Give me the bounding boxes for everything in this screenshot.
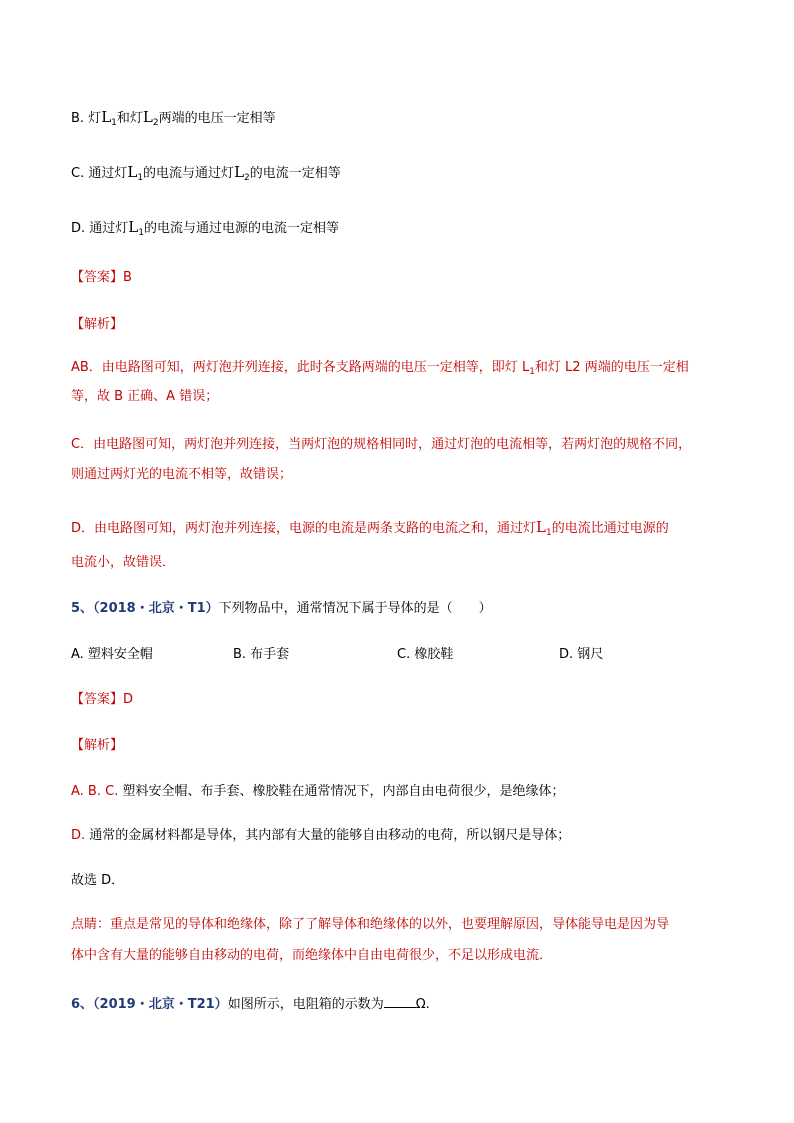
q4-analysis-ab-line2: 等，故 B 正确、A 错误；	[71, 389, 219, 404]
answer-blank	[384, 995, 416, 1008]
q4-answer: 【答案】B	[71, 270, 132, 285]
q5-option-c: C. 橡胶鞋	[397, 647, 454, 662]
q5-analysis-d: D. 通常的金属材料都是导体，其内部有大量的能够自由移动的电荷，所以钢尺是导体；	[71, 828, 571, 843]
q4-analysis-ab-line1: AB．由电路图可知，两灯泡并列连接，此时各支路两端的电压一定相等，即灯 $L_1$和灯 L2 两端的电压一定相	[71, 360, 689, 377]
q5-analysis-label: 【解析】	[71, 738, 124, 753]
q5-option-d: D. 钢尺	[559, 647, 604, 662]
q5-analysis-abc: A. B. C. 塑料安全帽、布手套、橡胶鞋在通常情况下，内部自由电荷很少，是绝缘体；	[71, 784, 565, 799]
q4-analysis-d-line2: 电流小，故错误．	[71, 555, 176, 570]
q5-option-b: B. 布手套	[233, 647, 290, 662]
q5-stem: 5、（2018・北京・T1）下列物品中，通常情况下属于导体的是（ ）	[71, 601, 492, 616]
q4-option-c: C. 通过灯$L_1$的电流与通过灯$L_2$的电流一定相等	[71, 163, 341, 183]
q4-analysis-c-line1: C．由电路图可知，两灯泡并列连接，当两灯泡的规格相同时，通过灯泡的电流相等，若两灯泡的规格不同，	[71, 437, 692, 452]
q5-conclusion: 故选 D．	[71, 873, 125, 888]
q5-answer: 【答案】D	[71, 692, 134, 707]
q5-tip-line2: 体中含有大量的能够自由移动的电荷，而绝缘体中自由电荷很少，不足以形成电流．	[71, 948, 553, 963]
q4-option-b: B. 灯$L_1$和灯$L_2$两端的电压一定相等	[71, 108, 276, 128]
q6-stem: 6、（2019・北京・T21）如图所示，电阻箱的示数为 Ω.	[71, 997, 430, 1012]
q4-analysis-c-line2: 则通过两灯光的电流不相等，故错误；	[71, 467, 293, 482]
q5-option-a: A. 塑料安全帽	[71, 647, 153, 662]
q4-analysis-d-line1: D．由电路图可知，两灯泡并列连接，电源的电流是两条支路的电流之和，通过灯$L_1$的电流比通过电源的	[71, 518, 669, 538]
q5-tip-line1: 点睛：重点是常见的导体和绝缘体，除了了解导体和绝缘体的以外，也要理解原因，导体能导电是因为导	[71, 917, 670, 932]
q4-option-d: D. 通过灯$L_1$的电流与通过电源的电流一定相等	[71, 218, 339, 238]
q4-analysis-label: 【解析】	[71, 317, 124, 332]
